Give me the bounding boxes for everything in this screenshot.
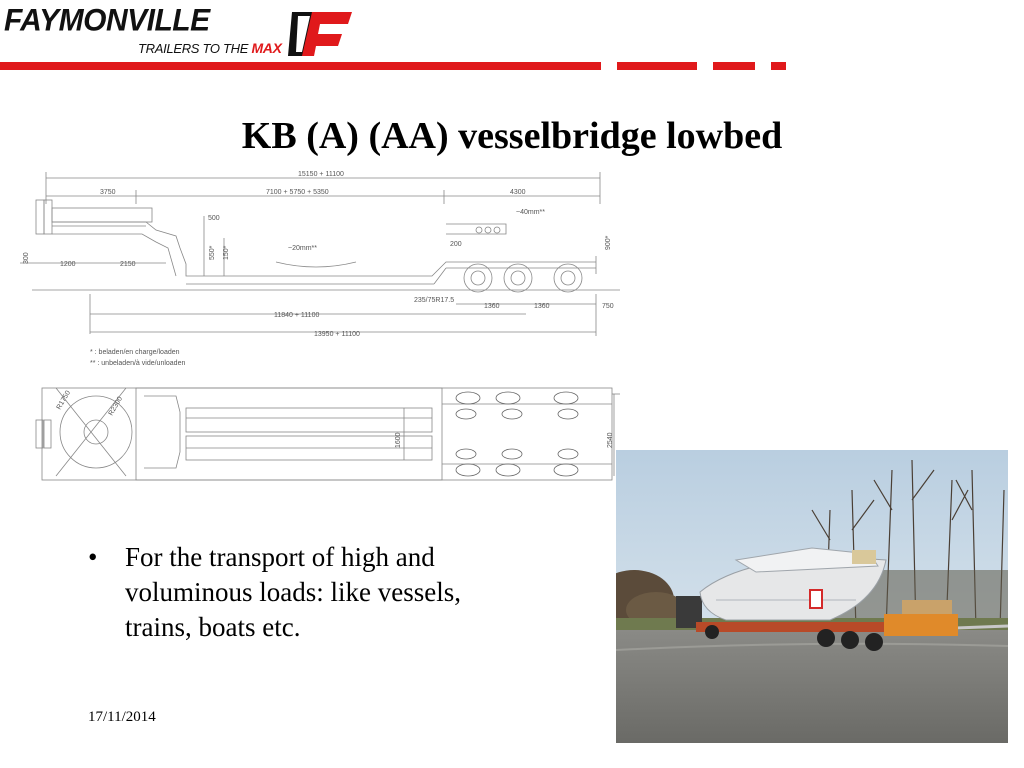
dim-20: ~20mm** [288,245,317,252]
dim-500: 500 [208,215,220,222]
dim-axle-2: 1360 [534,303,550,310]
header-bar-dash-1 [617,62,697,70]
dim-2540: 2540 [607,432,614,448]
slide-title: KB (A) (AA) vesselbridge lowbed [241,115,783,157]
bullet-dot-icon: • [88,542,98,572]
dim-middle: 7100 + 5750 + 5350 [266,189,329,196]
dim-40: ~40mm** [516,209,545,216]
dim-len-1: 11840 + 11100 [274,312,320,319]
dim-200: 200 [450,241,462,248]
bullet-list [88,540,488,645]
slide-date: 17/11/2014 [88,709,156,725]
dim-2150: 2150 [120,261,136,268]
dim-1600: 1600 [395,432,402,448]
dim-overall: 15150 + 11100 [298,171,344,178]
dim-rear: 4300 [510,189,526,196]
drawing-legend-loaded: * : beladen/en charge/loaden [90,349,180,356]
drawing-legend-unloaded: ** : unbeladen/à vide/unloaden [90,360,186,367]
bullet-text: For the transport of high and voluminous loads: like vessels, trains, boats etc. [125,542,461,642]
dim-750: 750 [602,303,614,310]
logo-tagline [138,40,282,56]
dim-550: 550* [209,245,216,260]
logo-tagline-emphasis: MAX [251,40,282,56]
logo-wordmark: FAYMONVILLE [4,3,210,38]
dim-1200: 1200 [60,261,76,268]
dim-front: 3750 [100,189,116,196]
bullet-item [88,540,488,645]
dim-len-2: 13950 + 11100 [314,331,360,338]
trailer-boat-photo [616,450,1008,743]
header-bar [0,62,601,70]
dim-tyre: 235/75R17.5 [414,297,455,304]
dim-r2: R2300 [107,395,125,417]
dim-300: 300 [23,252,30,264]
dim-150: 150* [223,245,230,260]
header-bar-dash-3 [771,62,786,70]
header-bar-dash-2 [713,62,755,70]
dim-axle-1: 1360 [484,303,500,310]
dim-900: 900* [605,235,612,250]
logo-emblem-icon [288,6,354,62]
trailer-technical-drawing [16,164,620,488]
dim-r1: R1750 [55,389,73,411]
faymonville-logo [2,4,354,62]
logo-tagline-prefix: TRAILERS TO THE [138,41,252,56]
